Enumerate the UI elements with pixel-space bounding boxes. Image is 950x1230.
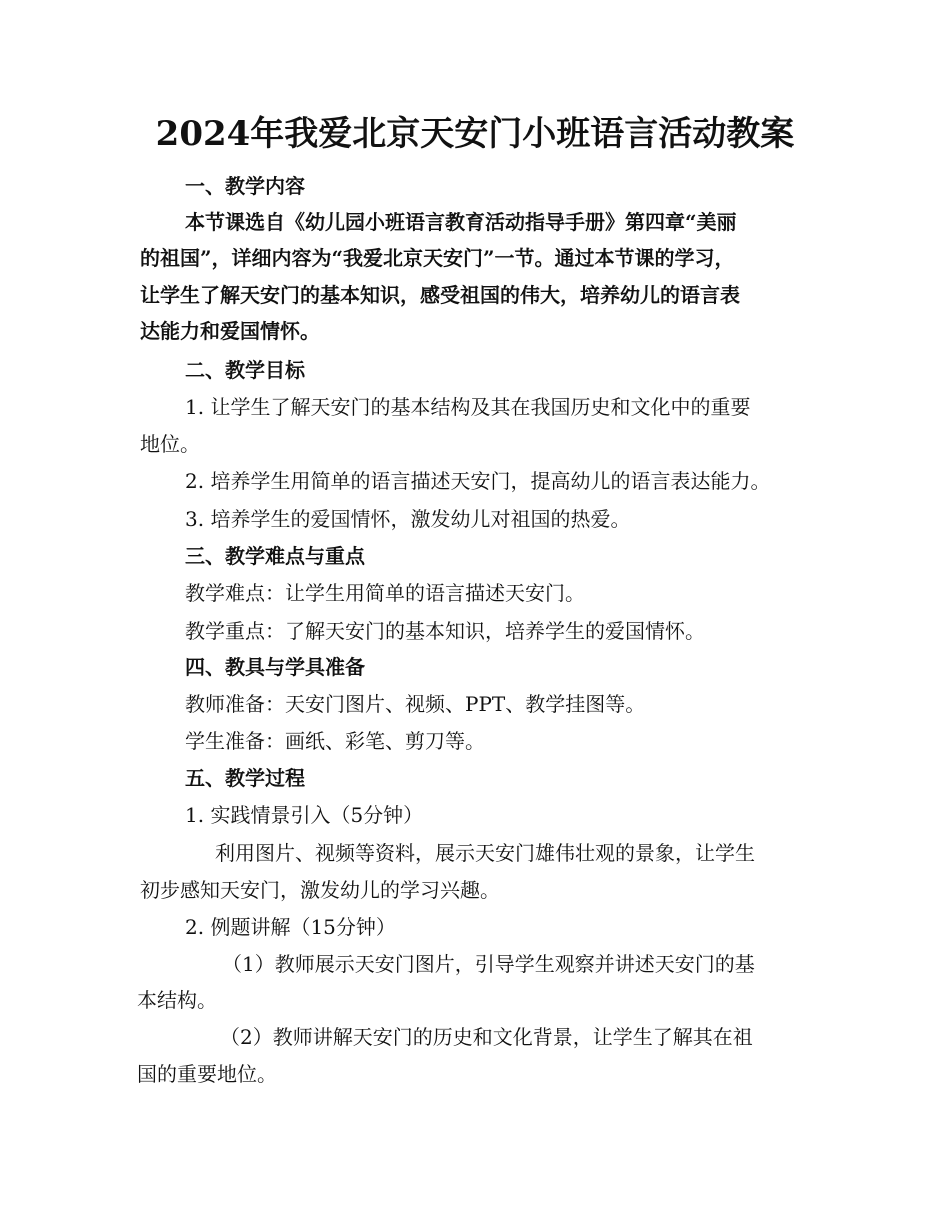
paragraph-line: 的祖国”，详细内容为“我爱北京天安门”一节。通过本节课的学习， xyxy=(140,246,735,270)
list-item-continuation: 地位。 xyxy=(140,432,200,456)
list-item: 3. 培养学生的爱国情怀，激发幼儿对祖国的热爱。 xyxy=(185,507,631,531)
section-heading-content: 一、教学内容 xyxy=(185,174,305,198)
paragraph-line: 本节课选自《幼儿园小班语言教育活动指导手册》第四章“美丽 xyxy=(185,210,737,234)
paragraph-line: 利用图片、视频等资料，展示天安门雄伟壮观的景象，让学生 xyxy=(215,841,755,865)
section-heading-process: 五、教学过程 xyxy=(185,766,305,790)
paragraph-line: 初步感知天安门，激发幼儿的学习兴趣。 xyxy=(140,878,500,902)
list-item: 2. 培养学生用简单的语言描述天安门，提高幼儿的语言表达能力。 xyxy=(185,469,771,493)
section-heading-objectives: 二、教学目标 xyxy=(185,358,305,382)
list-item: 1. 让学生了解天安门的基本结构及其在我国历史和文化中的重要 xyxy=(185,395,751,419)
paragraph-line: 教学重点：了解天安门的基本知识，培养学生的爱国情怀。 xyxy=(185,619,705,643)
paragraph-line: （1）教师展示天安门图片，引导学生观察并讲述天安门的基 xyxy=(222,952,755,976)
paragraph-line: 学生准备：画纸、彩笔、剪刀等。 xyxy=(185,729,485,753)
paragraph-line: 本结构。 xyxy=(137,988,217,1012)
paragraph-line: 教师准备：天安门图片、视频、PPT、教学挂图等。 xyxy=(185,692,646,716)
paragraph-line: 国的重要地位。 xyxy=(137,1062,277,1086)
section-heading-difficulty: 三、教学难点与重点 xyxy=(185,544,365,568)
paragraph-line: 教学难点：让学生用简单的语言描述天安门。 xyxy=(185,581,585,605)
paragraph-line: （2）教师讲解天安门的历史和文化背景，让学生了解其在祖 xyxy=(220,1025,753,1049)
list-item: 1. 实践情景引入（5分钟） xyxy=(185,803,424,827)
page-title: 2024年我爱北京天安门小班语言活动教案 xyxy=(155,114,795,154)
section-heading-materials: 四、教具与学具准备 xyxy=(185,655,365,679)
paragraph-line: 达能力和爱国情怀。 xyxy=(140,319,320,343)
list-item: 2. 例题讲解（15分钟） xyxy=(185,915,396,939)
paragraph-line: 让学生了解天安门的基本知识，感受祖国的伟大，培养幼儿的语言表 xyxy=(140,283,740,307)
